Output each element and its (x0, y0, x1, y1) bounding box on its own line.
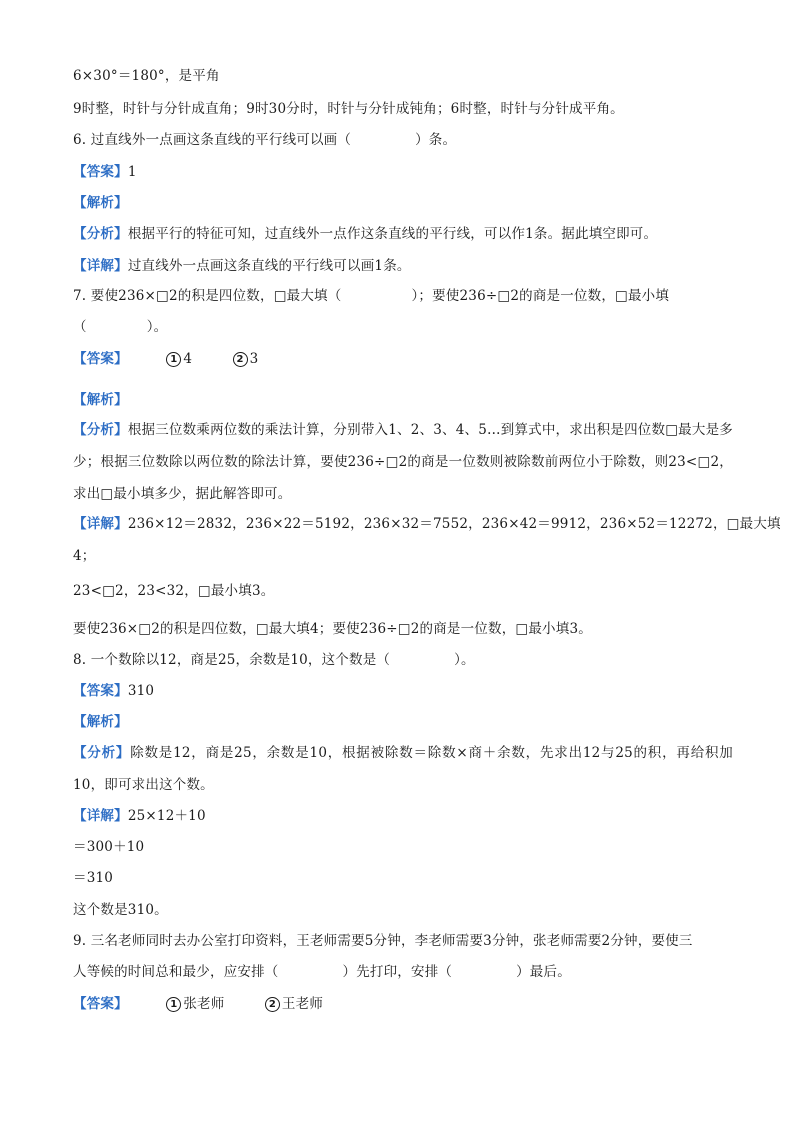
answer-6 (73, 162, 733, 182)
answer-7 (73, 349, 733, 369)
answer-tag: 【答案】 (73, 996, 128, 1012)
answer-9 (73, 994, 733, 1014)
circled-number: 2 (233, 352, 248, 367)
fenxi-text: 根据三位数乘两位数的乘法计算，分别带入1、2、3、4、5…到算式中，求出积是四位数□最大是多少；根据三位数除以两位数的除法计算，要使236÷□2的商是一位数则被除数前两位小于除数，则23<□2，求出□最小填多少，据此解答即可。 (73, 422, 733, 502)
analysis-tag: 【解析】 (73, 714, 128, 730)
question-6 (73, 130, 733, 150)
question-8 (73, 650, 733, 670)
fenxi-tag: 【分析】 (73, 422, 128, 438)
question-text: 7. 要使236×□2的积是四位数，□最大填（ (73, 288, 342, 304)
question-text: ）。 (454, 652, 475, 668)
analysis-heading (73, 712, 733, 732)
question-text: ）最后。 (516, 964, 571, 980)
answer-item (166, 349, 198, 369)
circled-number: 1 (166, 997, 181, 1012)
detail-tag: 【详解】 (73, 258, 128, 274)
question-9-cont (73, 962, 733, 982)
answer-tag: 【答案】 (73, 164, 128, 180)
answer-value: 张老师 (183, 996, 225, 1012)
answer-8 (73, 681, 733, 701)
question-7-cont (73, 317, 733, 337)
fenxi-6 (73, 224, 733, 244)
question-text: ）条。 (415, 132, 457, 148)
analysis-tag: 【解析】 (73, 392, 128, 408)
detail-line: 这个数是310。 (73, 902, 168, 918)
analysis-tag: 【解析】 (73, 195, 128, 211)
question-text: ）。 (146, 319, 168, 335)
answer-item (265, 994, 323, 1014)
text-line: 9时整，时针与分针成直角；9时30分时，时针与分针成钝角；6时整，时针与分针成平角。 (73, 101, 624, 117)
detail-line: 4； (73, 548, 96, 564)
answer-tag: 【答案】 (73, 351, 128, 367)
question-text: （ (73, 319, 87, 335)
question-text: 6. 过直线外一点画这条直线的平行线可以画（ (73, 132, 352, 148)
answer-value: 3 (249, 351, 259, 367)
detail-line: ＝310 (73, 870, 114, 886)
detail-line: ＝300＋10 (73, 839, 145, 855)
answer-value: 1 (127, 164, 137, 180)
question-7 (73, 286, 733, 306)
fenxi-7 (73, 414, 733, 510)
circled-number: 2 (265, 997, 280, 1012)
answer-value: 4 (183, 351, 193, 367)
detail-line: 要使236×□2的积是四位数，□最大填4；要使236÷□2的商是一位数，□最小填3。 (73, 621, 592, 637)
answer-item (233, 349, 259, 369)
detail-line: 23<□2，23<32，□最小填3。 (73, 583, 275, 599)
answer-value: 王老师 (281, 996, 324, 1012)
answer-item (166, 994, 230, 1014)
fenxi-8 (73, 737, 733, 801)
detail-7 (73, 514, 781, 534)
question-text: ）先打印，安排（ (342, 964, 453, 980)
detail-text: 25×12＋10 (127, 808, 206, 824)
question-9: 9. 三名老师同时去办公室打印资料，王老师需要5分钟，李老师需要3分钟，张老师需要2分钟，要使三 (73, 933, 693, 949)
detail-8 (73, 806, 733, 826)
fenxi-text: 除数是12，商是25，余数是10，根据被除数＝除数×商＋余数，先求出12与25的积，再给积加10，即可求出这个数。 (73, 745, 733, 793)
text-line: 6×30°＝180°，是平角 (73, 68, 220, 84)
answer-value: 310 (127, 683, 155, 699)
detail-text: 过直线外一点画这条直线的平行线可以画1条。 (127, 258, 411, 274)
fenxi-tag: 【分析】 (73, 226, 128, 242)
question-text: ）；要使236÷□2的商是一位数，□最小填 (411, 288, 670, 304)
analysis-heading (73, 193, 733, 213)
answer-tag: 【答案】 (73, 683, 128, 699)
fenxi-tag: 【分析】 (73, 745, 131, 761)
detail-tag: 【详解】 (73, 516, 128, 532)
question-text: 人等候的时间总和最少，应安排（ (73, 964, 279, 980)
detail-tag: 【详解】 (73, 808, 128, 824)
circled-number: 1 (166, 352, 181, 367)
fenxi-text: 根据平行的特征可知，过直线外一点作这条直线的平行线，可以作1条。据此填空即可。 (127, 226, 658, 242)
detail-6 (73, 256, 733, 276)
analysis-heading (73, 390, 733, 410)
question-text: 8. 一个数除以12，商是25，余数是10，这个数是（ (73, 652, 391, 668)
detail-text: 236×12＝2832，236×22＝5192，236×32＝7552，236×42＝9912，236×52＝12272，□最大填 (127, 516, 781, 532)
